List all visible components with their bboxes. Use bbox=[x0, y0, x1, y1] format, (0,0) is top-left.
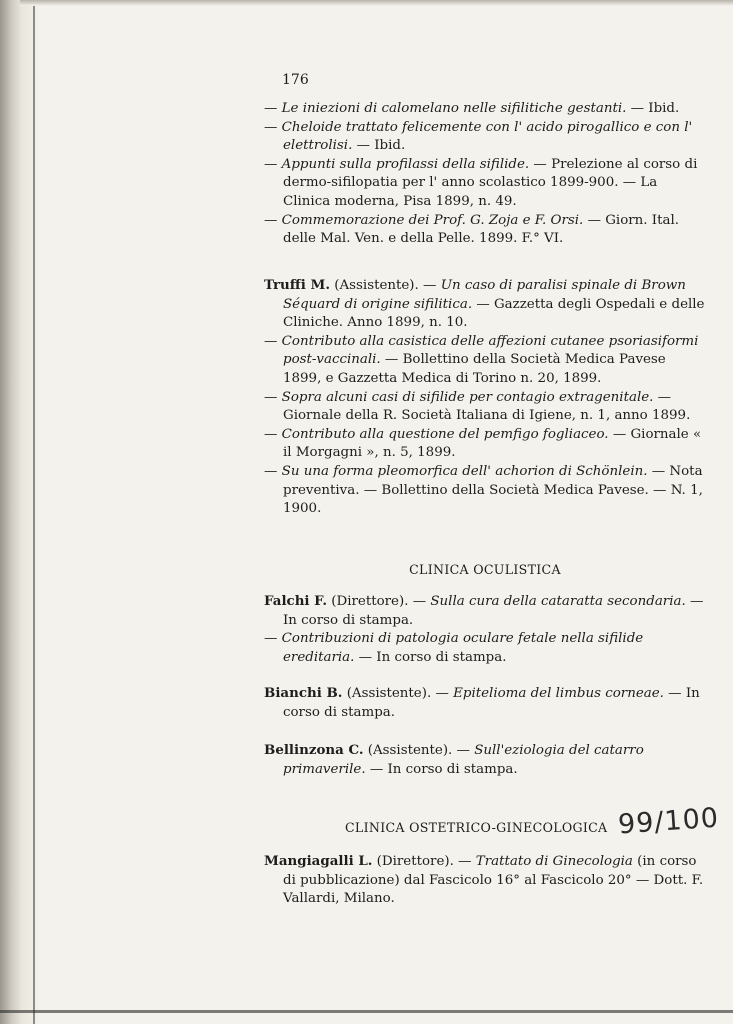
bib-entry: — Contributo alla questione del pemfigo fogliaceo. — Giornale « il Morgagni », n. 5, 1899. bbox=[264, 426, 702, 461]
author-name: Truffi M. bbox=[264, 277, 331, 293]
entry-title: Un caso di paralisi spinale di Brown Séquard di origine sifilitica. bbox=[283, 278, 686, 312]
bib-entry: — Commemorazione dei Prof. G. Zoja e F. Orsi. — Giorn. Ital. delle Mal. Ven. e della Pelle. 1899. F.° VI. bbox=[264, 212, 679, 247]
truffi-block bbox=[264, 276, 706, 519]
bib-entry: — Sopra alcuni casi di sifilide per contagio extragenitale. — Giornale della R. Società Italiana di Igiene, n. 1, anno 1899. bbox=[264, 389, 691, 424]
bib-entry: — Su una forma pleomorfica dell' achorion di Schönlein. — Nota preventiva. — Bollettino della Società Medica Pavese. — N. 1, 1900. bbox=[264, 463, 703, 517]
entry-title: Sull'eziologia del catarro primaverile. bbox=[283, 743, 644, 777]
entry-title: Le iniezioni di calomelano nelle sifilitiche gestanti. bbox=[281, 101, 627, 116]
bib-entry: Bianchi B. (Assistente). — Epitelioma del limbus corneae. — In corso di stampa. bbox=[264, 685, 700, 720]
top-edge bbox=[20, 0, 733, 6]
bib-entry: Truffi M. (Assistente). — Un caso di paralisi spinale di Brown Séquard di origine sifilitica. — Gazzetta degli Ospedali e delle Cliniche. Anno 1899, n. 10. bbox=[264, 277, 705, 331]
entry-title: Su una forma pleomorfica dell' achorion di Schönlein. bbox=[281, 463, 648, 479]
entry-title: Trattato di Ginecologia bbox=[475, 854, 633, 869]
entry-title: Epitelioma del limbus corneae. bbox=[453, 686, 664, 701]
mangiagalli-block bbox=[264, 852, 706, 909]
falchi-block bbox=[264, 592, 706, 667]
bib-entry: — Appunti sulla profilassi della sifilide. — Prelezione al corso di dermo-sifilopatia per l' anno scolastico 1899-900. — La Clinica moderna, Pisa 1899, n. 49. bbox=[264, 156, 698, 209]
bellinzona-block bbox=[264, 741, 706, 779]
entry-title: Sopra alcuni casi di sifilide per contagio extragenitale. bbox=[281, 389, 654, 405]
entry-title: Contributo alla questione del pemfigo fogliaceo. bbox=[281, 426, 609, 442]
page-number: 176 bbox=[282, 72, 309, 88]
author-name: Mangiagalli L. bbox=[264, 853, 373, 869]
bib-entry: — Contribuzioni di patologia oculare fetale nella sifilide ereditaria. — In corso di stampa. bbox=[264, 631, 644, 665]
entry-title: Contribuzioni di patologia oculare fetale nella sifilide ereditaria. bbox=[281, 631, 644, 665]
handwritten-annotation: 99/100 bbox=[617, 802, 720, 841]
entry-title: Sulla cura della cataratta secondaria. bbox=[430, 594, 686, 609]
entry-title: Commemorazione dei Prof. G. Zoja e F. Orsi. bbox=[281, 212, 584, 228]
bib-entry: — Contributo alla casistica delle affezioni cutanee psoriasiformi post-vaccinali. — Bollettino della Società Medica Pavese 1899, e Gazzetta Medica di Torino n. 20, 1899. bbox=[264, 333, 699, 386]
bib-entry: Mangiagalli L. (Direttore). — Trattato di Ginecologia (in corso di pubblicazione) dal Fascicolo 16° al Fascicolo 20° — Dott. F. Vallardi, Milano. bbox=[264, 853, 704, 907]
bib-entry: Bellinzona C. (Assistente). — Sull'eziologia del catarro primaverile. — In corso di stampa. bbox=[264, 742, 644, 777]
author-name: Falchi F. bbox=[264, 593, 327, 609]
bib-entry: Falchi F. (Direttore). — Sulla cura della cataratta secondaria. — In corso di stampa. bbox=[264, 593, 704, 628]
bib-entry: — Cheloide trattato felicemente con l' acido pirogallico e con l' elettrolisi. — Ibid. bbox=[264, 119, 693, 154]
bottom-edge-line bbox=[0, 1010, 733, 1013]
entry-title: Contributo alla casistica delle affezioni cutanee psoriasiformi post-vaccinali. bbox=[281, 333, 699, 368]
bibliography-block-1 bbox=[264, 100, 706, 249]
spine-edge-line bbox=[33, 0, 35, 1024]
section-heading-oculistica: CLINICA OCULISTICA bbox=[409, 562, 561, 577]
bianchi-block bbox=[264, 684, 706, 722]
entry-title: Appunti sulla profilassi della sifilide. bbox=[281, 156, 530, 172]
author-name: Bellinzona C. bbox=[264, 742, 364, 758]
author-name: Bianchi B. bbox=[264, 685, 343, 701]
bib-entry: — Le iniezioni di calomelano nelle sifilitiche gestanti. — Ibid. bbox=[264, 101, 680, 116]
section-heading-ostetrico: CLINICA OSTETRICO-GINECOLOGICA bbox=[345, 820, 608, 835]
entry-title: Cheloide trattato felicemente con l' acido pirogallico e con l' elettrolisi. bbox=[281, 119, 693, 154]
